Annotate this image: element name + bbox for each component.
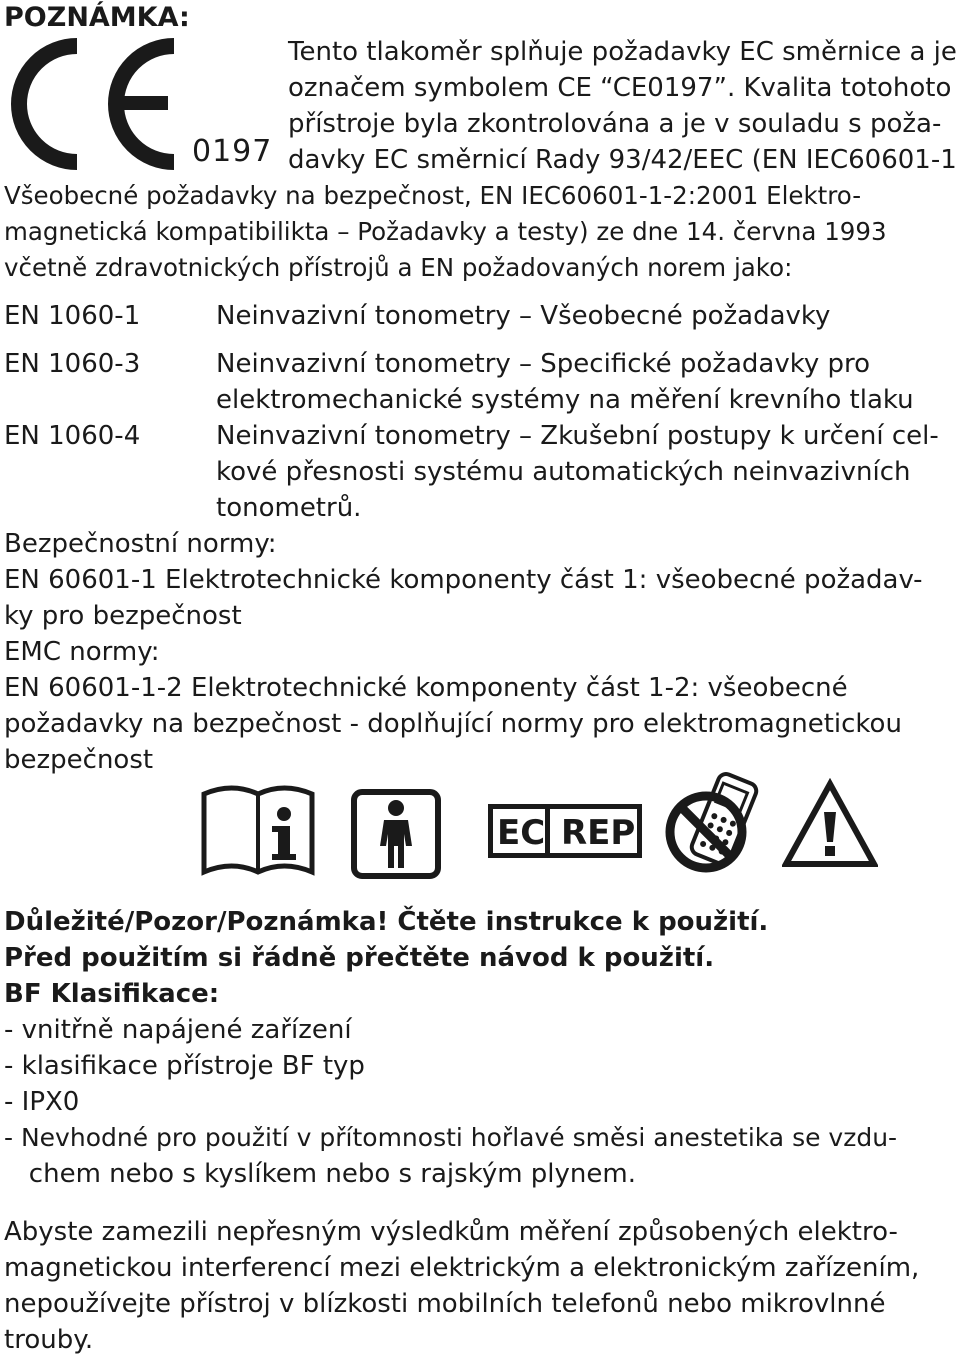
ec-rep-right: REP <box>561 813 636 853</box>
symbols-row <box>190 772 880 882</box>
ec-rep-divider <box>545 809 550 853</box>
bf-classification-heading: BF Klasifikace: <box>4 979 220 1009</box>
bf-type-icon <box>350 788 442 880</box>
intro-line: Všeobecné požadavky na bezpečnost, EN IEC60601-1-2:2001 Elektro- <box>4 181 862 210</box>
safety-line: bezpečnost <box>4 745 154 775</box>
standard-desc: Neinvazivní tonometry – Specifické požadavky pro <box>216 349 871 379</box>
safety-line: ky pro bezpečnost <box>4 601 242 631</box>
ec-rep-symbol <box>488 804 642 858</box>
safety-line: Bezpečnostní normy: <box>4 529 277 559</box>
standard-desc: Neinvazivní tonometry – Zkušební postupy k určení cel- <box>216 421 939 451</box>
standard-code: EN 1060-3 <box>4 349 141 379</box>
final-line: Abyste zamezili nepřesným výsledkům měření způsobených elektro- <box>4 1217 898 1247</box>
notice-line: Důležité/Pozor/Poznámka! Čtěte instrukce k použití. <box>4 907 769 937</box>
bullet-item: - vnitřně napájené zařízení <box>4 1015 352 1045</box>
intro-line: magnetická kompatibilikta – Požadavky a testy) ze dne 14. června 1993 <box>4 217 887 246</box>
notice-line: Před použitím si řádně přečtěte návod k použití. <box>4 943 715 973</box>
standard-code: EN 1060-4 <box>4 421 141 451</box>
safety-line: EMC normy: <box>4 637 160 667</box>
bullet-item: - IPX0 <box>4 1087 80 1117</box>
intro-line: Tento tlakoměr splňuje požadavky EC směrnice a je <box>288 37 957 67</box>
intro-line: označem symbolem CE “CE0197”. Kvalita totohoto <box>288 73 952 103</box>
intro-line: přístroje byla zkontrolována a je v souladu s poža- <box>288 109 942 139</box>
final-line: trouby. <box>4 1325 94 1355</box>
note-heading: POZNÁMKA: <box>4 2 190 33</box>
manual-info-icon <box>198 784 318 880</box>
intro-line: davky EC směrnicí Rady 93/42/EEC (EN IEC60601-1 <box>288 145 957 175</box>
no-mobile-phone-icon <box>660 772 770 880</box>
safety-line: EN 60601-1 Elektrotechnické komponenty část 1: všeobecné požadav- <box>4 565 923 595</box>
intro-line: včetně zdravotnických přístrojů a EN požadovaných norem jako: <box>4 253 793 282</box>
bullet-item: - klasifikace přístroje BF typ <box>4 1051 365 1081</box>
standard-desc: tonometrů. <box>216 493 362 523</box>
standard-desc: Neinvazivní tonometry – Všeobecné požadavky <box>216 301 831 331</box>
safety-line: požadavky na bezpečnost - doplňující normy pro elektromagnetickou <box>4 709 902 739</box>
standard-desc: elektromechanické systémy na měření krevního tlaku <box>216 385 914 415</box>
final-line: nepoužívejte přístroj v blízkosti mobilních telefonů nebo mikrovlnné <box>4 1289 886 1319</box>
ce-number: 0197 <box>192 134 273 169</box>
standard-code: EN 1060-1 <box>4 301 141 331</box>
safety-line: EN 60601-1-2 Elektrotechnické komponenty část 1-2: všeobecné <box>4 673 848 703</box>
standard-desc: kové přesnosti systému automatických neinvazivních <box>216 457 911 487</box>
bullet-item: chem nebo s kyslíkem nebo s rajským plynem. <box>4 1159 636 1189</box>
bullet-item: - Nevhodné pro použití v přítomnosti hořlavé směsi anestetika se vzdu- <box>4 1123 898 1152</box>
warning-icon <box>782 778 878 870</box>
ce-mark-icon <box>2 38 182 170</box>
final-line: magnetickou interferencí mezi elektrickým a elektronickým zařízením, <box>4 1253 920 1283</box>
ec-rep-left: EC <box>497 813 546 853</box>
